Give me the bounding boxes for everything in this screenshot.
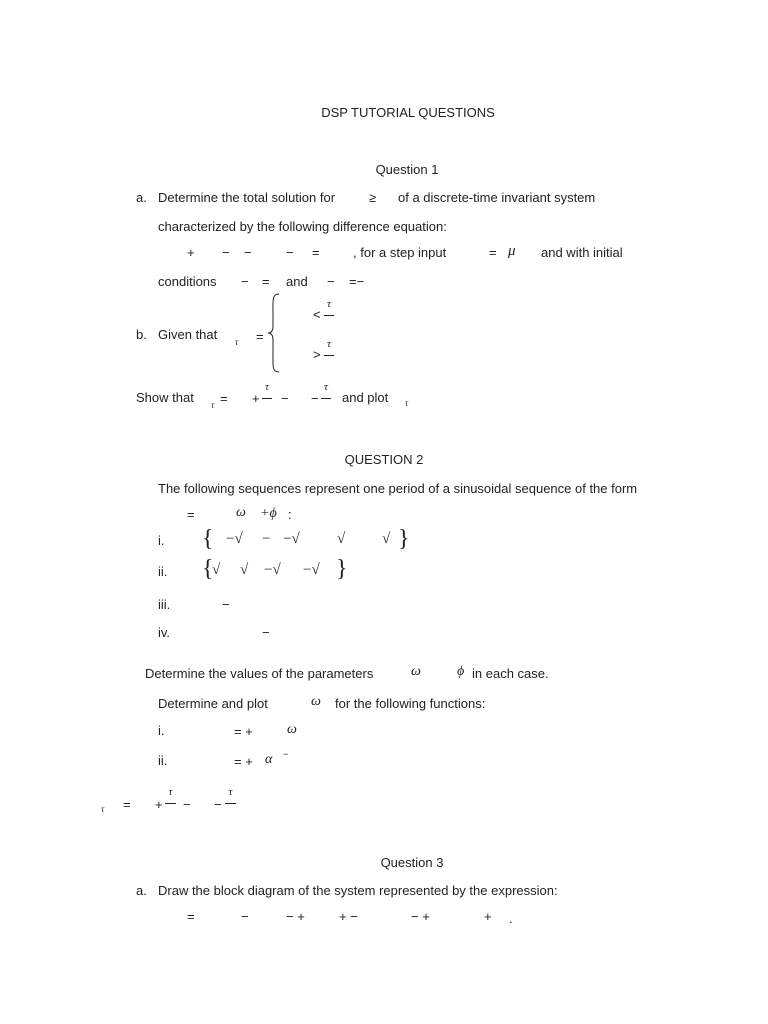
q3a-expr-minus-plus-2: − + <box>411 909 430 924</box>
q1b-gt: > <box>313 347 321 362</box>
q2-func-ii-exponent: − <box>283 749 289 759</box>
q3a-expr-plus-minus: + − <box>339 909 358 924</box>
q2-i-right-brace: } <box>398 526 410 552</box>
q2-func-i-omega: ω <box>287 722 297 737</box>
q2-ii-left-brace: { <box>202 556 214 582</box>
q1b-show-plus: + <box>252 391 260 406</box>
q2-determine-params-pre: Determine the values of the parameters <box>145 666 374 681</box>
q2-ii-term-1: √ <box>212 562 221 578</box>
q2-iv-minus: − <box>262 625 270 640</box>
q1b-plot-tau-subscript: τ <box>405 398 409 408</box>
q3a-expr-minus: − <box>241 909 249 924</box>
q2-ii-term-3: −√ <box>264 562 281 578</box>
q2-iii-marker: iii. <box>158 597 171 612</box>
q2-last-tau-subscript: τ <box>101 804 105 814</box>
q2-last-tau-2: τ <box>228 786 233 798</box>
q1b-show-equals: = <box>220 391 228 406</box>
q2-i-left-brace: { <box>202 526 214 552</box>
q2-form-omega: ω <box>236 505 246 520</box>
q2-ii-right-brace: } <box>336 556 348 582</box>
q1a-cond-eq-1: = <box>262 274 270 289</box>
q1b-show-minus-1: − <box>281 391 289 406</box>
q2-form-plus-phi: +ϕ <box>260 506 277 521</box>
q3a-expr-equals: = <box>187 909 195 924</box>
q2-i-term-1: −√ <box>226 531 243 547</box>
q1b-tau-fraction-1 <box>324 298 334 324</box>
q1b-show-that: Show that <box>136 390 194 405</box>
q1b-show-fraction-1 <box>262 381 272 407</box>
q1b-equals: = <box>256 329 264 344</box>
q2-params-omega: ω <box>411 664 421 679</box>
q2-determine-plot-pre: Determine and plot <box>158 696 268 711</box>
q1a-mu: μ <box>508 243 516 259</box>
q1a-eq-equals: = <box>312 245 320 260</box>
q2-determine-params-post: in each case. <box>472 666 549 681</box>
q1b-tau-1: τ <box>327 298 331 310</box>
q2-last-minus-2: − <box>214 797 222 812</box>
q2-func-ii-marker: ii. <box>158 753 168 768</box>
q1a-cond-minus-1: − <box>241 274 249 289</box>
q1a-conditions: conditions <box>158 274 217 289</box>
q2-last-equals: = <box>123 797 131 812</box>
q2-last-plus: + <box>155 797 163 812</box>
q1b-show-tau-subscript: τ <box>211 400 215 410</box>
q2-func-ii-eq: = + <box>234 754 253 769</box>
q2-iii-minus: − <box>222 597 230 612</box>
q2-last-minus-1: − <box>183 797 191 812</box>
q2-i-marker: i. <box>158 533 165 548</box>
q1a-eq-equals-2: = <box>489 245 497 260</box>
q2-form-colon: : <box>288 507 292 522</box>
q1a-marker: a. <box>136 190 147 205</box>
q1b-show-minus-2: − <box>311 391 319 406</box>
q2-determine-plot-post: for the following functions: <box>335 696 486 711</box>
q1a-for-step-input: , for a step input <box>353 245 447 260</box>
q2-intro: The following sequences represent one period of a sinusoidal sequence of the form <box>158 481 638 496</box>
document-title: DSP TUTORIAL QUESTIONS <box>321 105 495 120</box>
q3a-expr-period: . <box>509 911 513 926</box>
q1b-left-brace <box>266 292 282 374</box>
q1b-marker: b. <box>136 327 147 342</box>
q1b-show-tau-1: τ <box>265 381 269 393</box>
q2-iv-marker: iv. <box>158 625 171 640</box>
question-1-heading: Question 1 <box>375 162 439 177</box>
q1a-line1-post: of a discrete-time invariant system <box>398 190 596 205</box>
q2-ii-marker: ii. <box>158 564 168 579</box>
q2-i-term-2: − <box>262 531 271 547</box>
q1b-lt: < <box>313 307 321 322</box>
q1b-tau-fraction-2 <box>324 338 334 364</box>
q2-func-i-eq: = + <box>234 724 253 739</box>
q1a-eq-minus-1: − <box>222 245 230 260</box>
q1b-tau-2: τ <box>327 338 331 350</box>
q3a-expr-minus-plus-1: − + <box>286 909 305 924</box>
question-2-heading: QUESTION 2 <box>344 452 424 467</box>
q1b-show-fraction-2 <box>321 381 331 407</box>
q2-plot-omega: ω <box>311 694 321 709</box>
q2-ii-term-4: −√ <box>303 562 320 578</box>
q1a-cond-minus-2: − <box>327 274 335 289</box>
q1b-show-tau-2: τ <box>324 381 328 393</box>
q2-last-fraction-1 <box>165 786 176 812</box>
q2-i-term-3: −√ <box>283 531 300 547</box>
q1a-cond-and: and <box>286 274 308 289</box>
q1a-eq-minus-2: − <box>244 245 252 260</box>
q1a-cond-eq-2: =− <box>349 274 365 289</box>
q2-i-term-5: √ <box>382 531 391 547</box>
q2-params-phi: ϕ <box>457 664 465 679</box>
q2-last-tau-1: τ <box>168 786 173 798</box>
q1a-and-initial: and with initial <box>541 245 623 260</box>
q2-func-i-marker: i. <box>158 723 165 738</box>
q2-last-fraction-2 <box>225 786 236 812</box>
q1a-line2: characterized by the following difference equation: <box>158 219 447 234</box>
q1b-and-plot: and plot <box>342 390 389 405</box>
q2-i-term-4: √ <box>337 531 346 547</box>
q1a-eq-minus-3: − <box>286 245 294 260</box>
q1b-given-that: Given that <box>158 327 218 342</box>
q3a-expr-plus: + <box>484 909 492 924</box>
q1a-geq: ≥ <box>369 190 377 205</box>
q1a-eq-plus: + <box>187 245 195 260</box>
q3a-marker: a. <box>136 883 147 898</box>
q1b-tau-subscript: τ <box>235 337 239 347</box>
q2-func-ii-alpha: α <box>265 752 273 767</box>
q3a-text: Draw the block diagram of the system represented by the expression: <box>158 883 558 898</box>
q1a-line1-pre: Determine the total solution for <box>158 190 336 205</box>
q2-ii-term-2: √ <box>240 562 249 578</box>
question-3-heading: Question 3 <box>380 855 444 870</box>
q2-form-equals: = <box>187 507 195 522</box>
